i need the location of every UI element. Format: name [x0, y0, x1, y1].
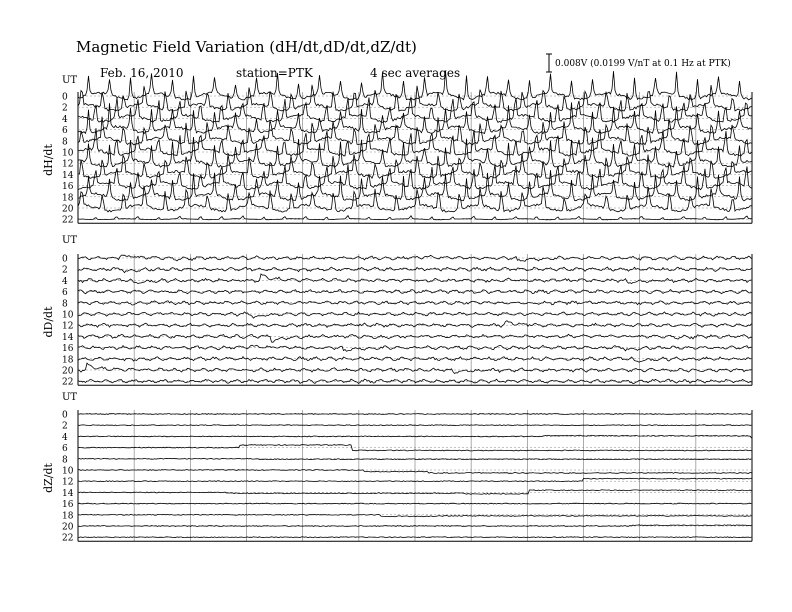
station-label: station=PTK — [236, 66, 313, 80]
scale-bar — [546, 54, 552, 72]
averaging-label: 4 sec averages — [370, 66, 461, 80]
row-label: 18 — [62, 355, 74, 366]
row-label: 0 — [62, 410, 68, 421]
row-label: 8 — [62, 137, 68, 148]
row-label: 18 — [62, 511, 74, 522]
panel-dddt — [42, 235, 752, 388]
row-label: 0 — [62, 92, 68, 103]
scale-label: 0.008V (0.0199 V/nT at 0.1 Hz at PTK) — [555, 59, 731, 69]
panel-ylabel: dH/dt — [42, 144, 55, 176]
row-label: 4 — [62, 276, 68, 287]
panel-ylabel: dZ/dt — [42, 463, 55, 493]
row-label: 12 — [62, 159, 74, 170]
row-label: 18 — [62, 193, 74, 204]
row-label: 10 — [62, 466, 74, 477]
row-label: 6 — [62, 444, 68, 455]
row-axis-label: UT — [62, 75, 78, 86]
row-label: 6 — [62, 288, 68, 299]
row-label: 4 — [62, 114, 68, 125]
row-label: 10 — [62, 310, 74, 321]
row-label: 16 — [62, 344, 74, 355]
row-label: 20 — [62, 522, 74, 533]
row-label: 2 — [62, 103, 68, 114]
panel-dzdt — [42, 392, 752, 544]
row-label: 14 — [62, 332, 74, 343]
row-label: 22 — [62, 533, 74, 544]
row-trace — [78, 425, 752, 426]
row-label: 14 — [62, 488, 74, 499]
row-label: 2 — [62, 421, 68, 432]
row-label: 6 — [62, 126, 68, 137]
row-axis-label: UT — [62, 392, 78, 403]
row-label: 8 — [62, 299, 68, 310]
row-label: 0 — [62, 254, 68, 265]
row-label: 10 — [62, 148, 74, 159]
row-label: 2 — [62, 265, 68, 276]
panel-ylabel: dD/dt — [42, 306, 55, 338]
panel-dhdt — [42, 71, 752, 226]
row-label: 22 — [62, 215, 74, 226]
row-label: 20 — [62, 366, 74, 377]
row-label: 14 — [62, 170, 74, 181]
row-label: 20 — [62, 204, 74, 215]
row-label: 16 — [62, 500, 74, 511]
row-label: 16 — [62, 182, 74, 193]
row-label: 4 — [62, 432, 68, 443]
row-axis-label: UT — [62, 235, 78, 246]
row-label: 12 — [62, 477, 74, 488]
row-label: 12 — [62, 321, 74, 332]
row-label: 8 — [62, 455, 68, 466]
date-label: Feb. 16, 2010 — [100, 66, 184, 80]
chart-title: Magnetic Field Variation (dH/dt,dD/dt,dZ/dt) — [76, 38, 417, 56]
row-label: 22 — [62, 377, 74, 388]
